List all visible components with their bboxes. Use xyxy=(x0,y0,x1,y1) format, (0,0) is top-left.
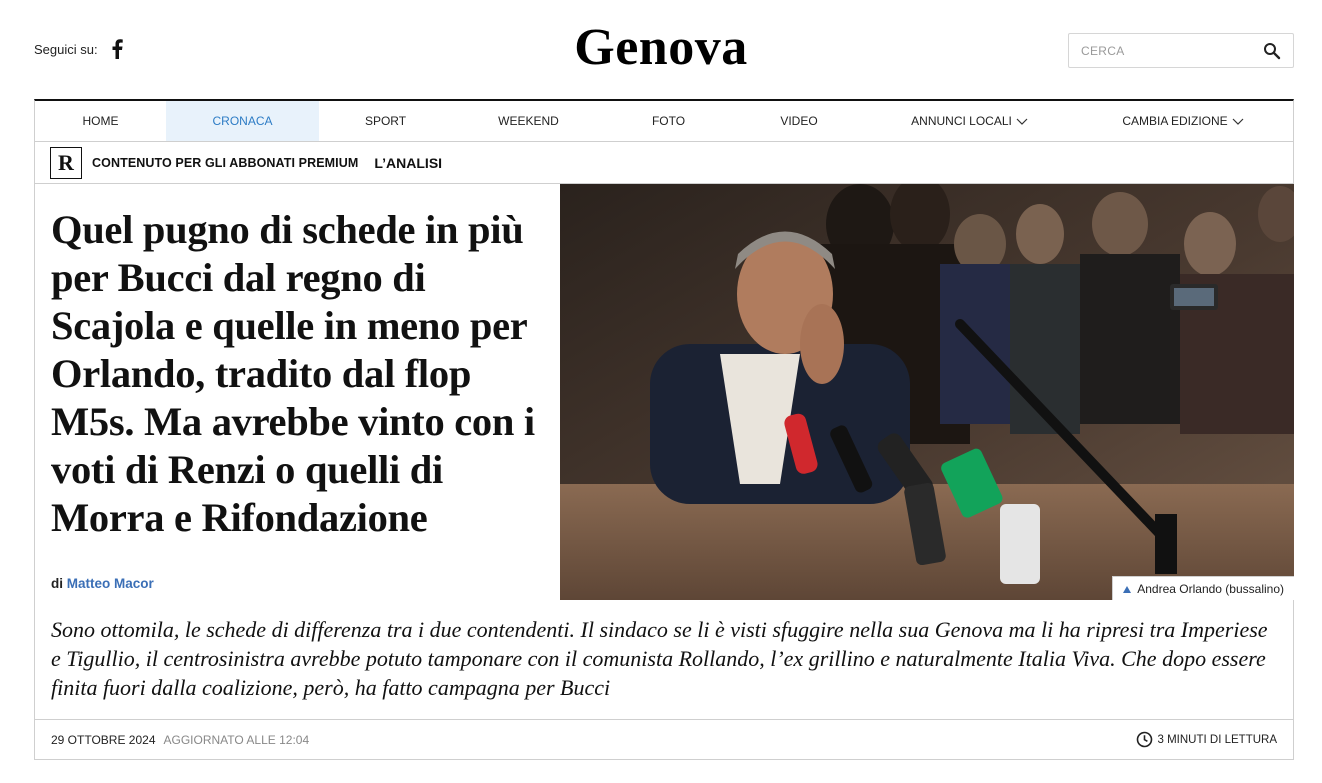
article-headline: Quel pugno di schede in più per Bucci dal regno di Scajola e quelle in meno per Orlando, tradito dal flop M5s. Ma avrebbe vinto con i voti di Renzi o quelli di Morra e Rifondazione xyxy=(51,207,535,540)
photo-caption xyxy=(1112,576,1294,600)
nav-item-foto[interactable] xyxy=(605,101,732,141)
nav-item-label: WEEKEND xyxy=(498,114,559,128)
caption-triangle-icon xyxy=(1123,586,1131,593)
follow-label: Seguici su: xyxy=(34,41,98,57)
search-input[interactable] xyxy=(1069,44,1249,58)
nav-item-cronaca[interactable] xyxy=(166,101,319,141)
article-photo[interactable] xyxy=(560,184,1294,600)
article-summary: Sono ottomila, le schede di differenza tra i due contendenti. Il sindaco se li è visti sfuggire nella sua Genova ma li ha ripresi tra Imperiese e Tigullio, il centrosinistra avrebbe potuto tamponare con il comunista Rollando, l’ex grillino e naturalmente Italia Viva. Che dopo essere finita fuori dalla coalizione, però, ha fatto campagna per Bucci xyxy=(51,617,1268,700)
byline-prefix: di xyxy=(51,576,63,591)
nav-item-annunci-locali[interactable] xyxy=(866,101,1073,141)
nav-item-video[interactable] xyxy=(732,101,866,141)
nav-item-label: FOTO xyxy=(651,114,686,128)
photo-illustration xyxy=(560,184,1294,600)
nav-item-label: ANNUNCI LOCALI xyxy=(911,114,1012,128)
reading-time xyxy=(1136,731,1277,748)
main-nav xyxy=(34,99,1294,142)
premium-logo: R xyxy=(50,147,82,179)
article-kicker[interactable]: L’ANALISI xyxy=(374,154,443,171)
article-meta xyxy=(35,719,1293,760)
search-box xyxy=(1068,33,1294,68)
chevron-down-icon xyxy=(1016,115,1028,127)
nav-item-cambia-edizione[interactable] xyxy=(1073,101,1293,141)
nav-item-label: HOME xyxy=(82,114,119,128)
nav-item-label: SPORT xyxy=(364,114,407,128)
nav-item-label: CRONACA xyxy=(212,114,273,128)
nav-item-label: CAMBIA EDIZIONE xyxy=(1122,114,1228,128)
premium-bar xyxy=(34,142,1294,184)
chevron-down-icon xyxy=(1232,115,1244,127)
clock-icon xyxy=(1136,731,1153,748)
premium-label[interactable]: CONTENUTO PER GLI ABBONATI PREMIUM xyxy=(92,155,359,170)
updated-time: AGGIORNATO ALLE 12:04 xyxy=(163,732,310,747)
nav-item-sport[interactable] xyxy=(319,101,452,141)
caption-text: Andrea Orlando (bussalino) xyxy=(1137,582,1284,596)
nav-item-label: VIDEO xyxy=(780,114,818,128)
byline xyxy=(51,576,154,591)
article xyxy=(34,184,1294,760)
reading-time-label: 3 MINUTI DI LETTURA xyxy=(1157,733,1277,746)
site-logo[interactable]: Genova xyxy=(574,19,748,76)
publish-date: 29 OTTOBRE 2024 xyxy=(51,732,156,747)
nav-item-home[interactable] xyxy=(35,101,166,141)
search-icon[interactable] xyxy=(1263,42,1281,60)
site-header xyxy=(0,0,1322,100)
author-link[interactable]: Matteo Macor xyxy=(66,576,154,591)
nav-item-weekend[interactable] xyxy=(452,101,605,141)
